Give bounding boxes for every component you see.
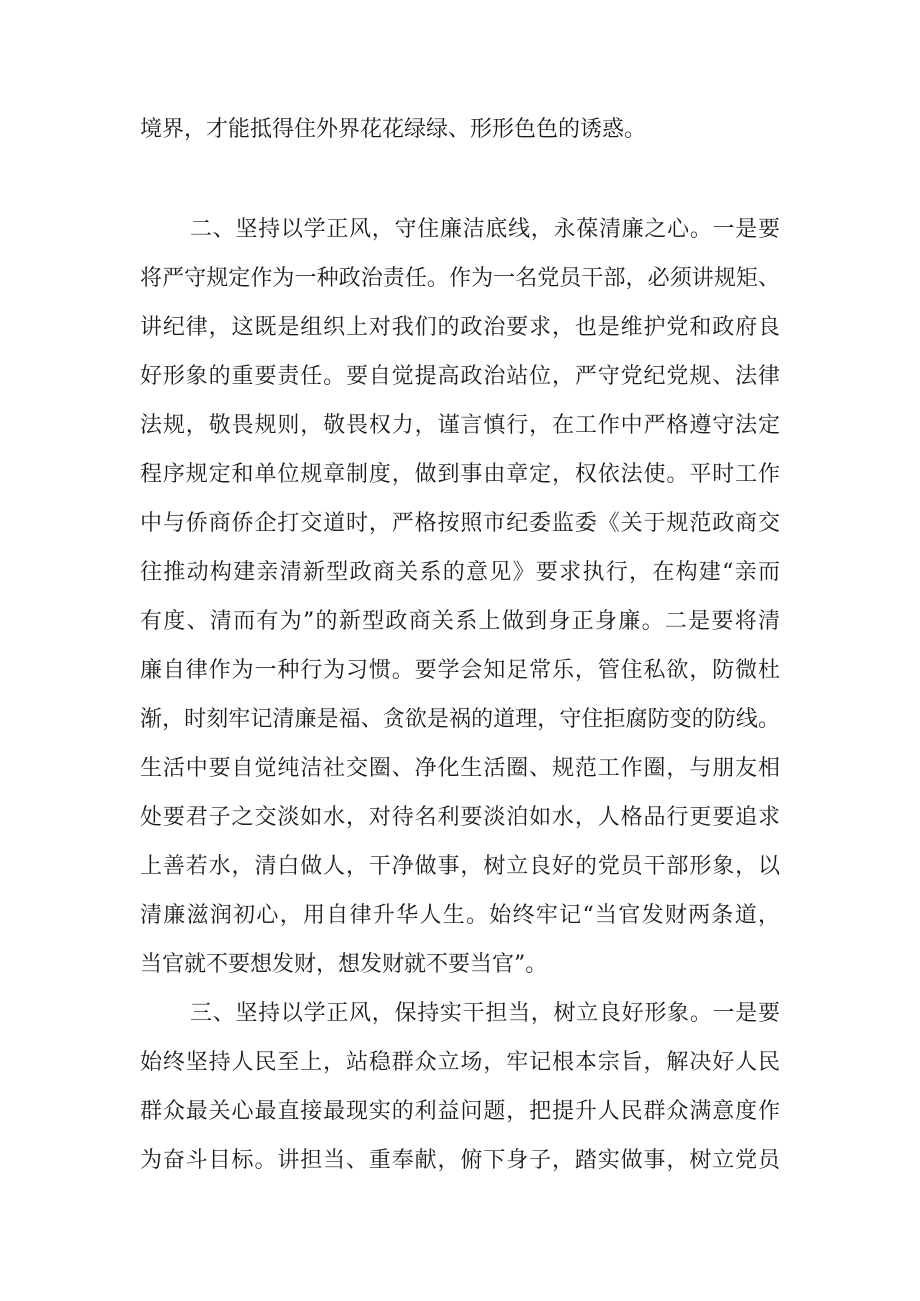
- text-line: 清廉滋润初心，用自律升华人生。始终牢记“当官发财两条道，: [140, 903, 780, 928]
- text-line: 有度、清而有为”的新型政商关系上做到身正身廉。二是要将清: [140, 609, 780, 634]
- text-line: 往推动构建亲清新型政商关系的意见》要求执行，在构建“亲而: [140, 560, 780, 585]
- text-line: 廉自律作为一种行为习惯。要学会知足常乐，管住私欲，防微杜: [140, 658, 780, 683]
- text-line: 渐，时刻牢记清廉是福、贪欲是祸的道理，守住拒腐防变的防线。: [140, 707, 780, 732]
- text-line: 生活中要自觉纯洁社交圈、净化生活圈、规范工作圈，与朋友相: [140, 756, 780, 781]
- text-line: 群众最关心最直接最现实的利益问题，把提升人民群众满意度作: [140, 1099, 780, 1124]
- text-line: 中与侨商侨企打交道时，严格按照市纪委监委《关于规范政商交: [140, 511, 780, 536]
- text-line: 上善若水，清白做人，干净做事，树立良好的党员干部形象，以: [140, 854, 780, 879]
- paragraph-heading-line: 二、坚持以学正风，守住廉洁底线，永葆清廉之心。一是要: [190, 217, 780, 242]
- text-line: 为奋斗目标。讲担当、重奉献，俯下身子，踏实做事，树立党员: [140, 1148, 780, 1173]
- paragraph-heading-line: 三、坚持以学正风，保持实干担当，树立良好形象。一是要: [190, 1001, 780, 1026]
- text-line: 法规，敬畏规则，敬畏权力，谨言慎行，在工作中严格遵守法定: [140, 413, 780, 438]
- text-line: 讲纪律，这既是组织上对我们的政治要求，也是维护党和政府良: [140, 315, 780, 340]
- text-line: 好形象的重要责任。要自觉提高政治站位，严守党纪党规、法律: [140, 364, 780, 389]
- text-line: 程序规定和单位规章制度，做到事由章定，权依法使。平时工作: [140, 462, 780, 487]
- text-line: 境界，才能抵得住外界花花绿绿、形形色色的诱惑。: [140, 117, 647, 142]
- text-line: 将严守规定作为一种政治责任。作为一名党员干部，必须讲规矩、: [140, 266, 780, 291]
- text-line: 处要君子之交淡如水，对待名利要淡泊如水，人格品行更要追求: [140, 805, 780, 830]
- text-line: 始终坚持人民至上，站稳群众立场，牢记根本宗旨，解决好人民: [140, 1050, 780, 1075]
- text-line: 当官就不要想发财，想发财就不要当官”。: [140, 952, 548, 977]
